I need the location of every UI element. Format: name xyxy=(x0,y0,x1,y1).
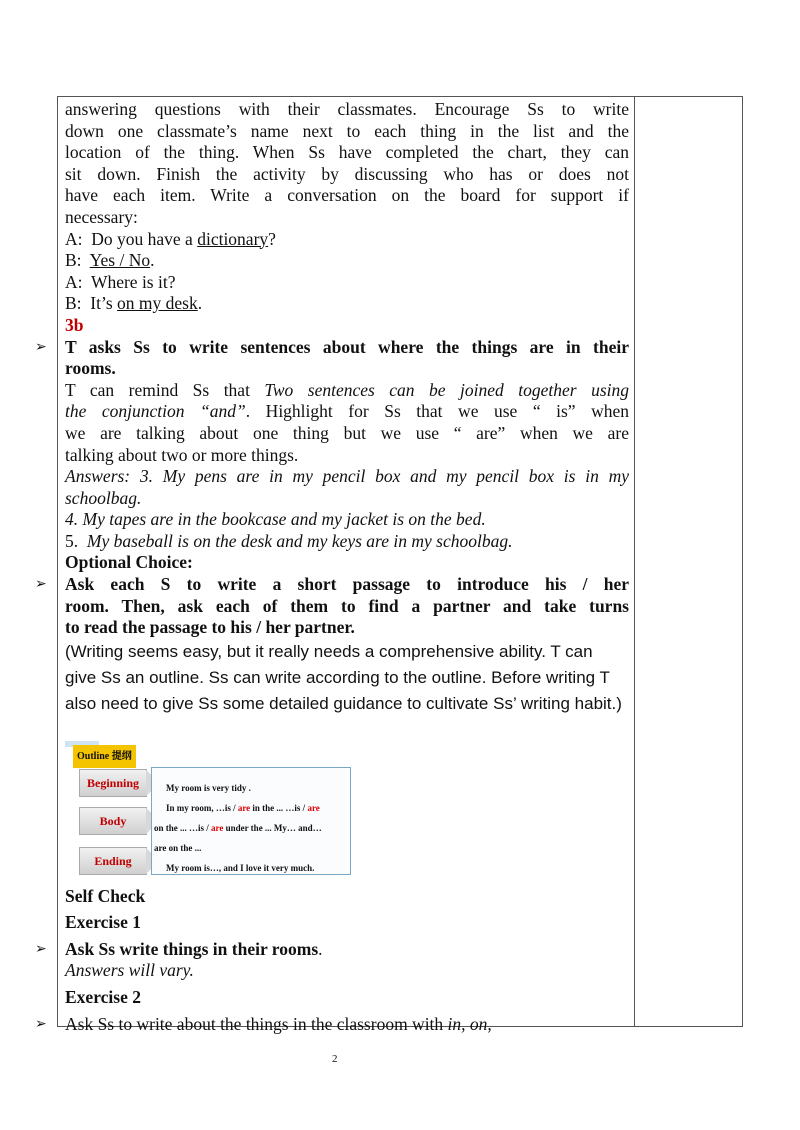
lesson-content xyxy=(35,99,630,1036)
outline-line: My room is…, and I love it very much. xyxy=(166,862,315,873)
bullet-arrow-icon: ➢ xyxy=(35,576,47,593)
task-item xyxy=(35,574,629,639)
text-line: we are talking about one thing but we use “ are” when we are xyxy=(65,422,629,443)
text-line: the conjunction “and”. Highlight for Ss that we use “ is” when xyxy=(65,401,630,422)
section-heading-3b: 3b xyxy=(65,314,84,335)
answer-line: schoolbag. xyxy=(65,487,142,508)
dialog-line: A: Do you have a dictionary? xyxy=(65,228,276,249)
beginning-arrow: Beginning xyxy=(79,769,147,797)
task-line: rooms. xyxy=(65,358,116,379)
dialog-line: A: Where is it? xyxy=(65,271,176,292)
exercise-heading: Exercise 2 xyxy=(65,987,141,1008)
exercise-heading: Exercise 1 xyxy=(65,911,141,932)
outline-tag: Outline 提纲 xyxy=(73,745,136,769)
page-number: 2 xyxy=(332,1053,338,1065)
column-divider xyxy=(634,97,635,1026)
task-item xyxy=(35,938,629,961)
text-line: also need to give Ss some detailed guidance to cultivate Ss’ writing habit.) xyxy=(65,693,622,713)
text-line: location of the thing. When Ss have completed the chart, they can xyxy=(65,142,629,163)
text-line: have each item. Write a conversation on the board for support if xyxy=(65,185,629,206)
answer-line: 5. My baseball is on the desk and my keys are in my schoolbag. xyxy=(65,530,513,551)
optional-choice-heading: Optional Choice: xyxy=(65,552,193,573)
outline-line: In my room, …is / are in the ... …is / are xyxy=(166,802,320,813)
bullet-arrow-icon: ➢ xyxy=(35,1016,47,1033)
lesson-table xyxy=(35,96,743,1035)
task-line: Ask Ss write things in their rooms. xyxy=(65,938,323,959)
task-item xyxy=(35,336,629,380)
text-line: down one classmate’s name next to each thing in the list and the xyxy=(65,120,629,141)
text-line: answering questions with their classmates. Encourage Ss to write xyxy=(65,99,629,119)
body-arrow: Body xyxy=(79,807,147,835)
writing-note xyxy=(65,639,629,717)
outline-line: on the ... …is / are under the ... My… and… xyxy=(154,822,322,833)
task-line: room. Then, ask each of them to find a partner and take turns xyxy=(65,595,629,616)
task-line: T asks Ss to write sentences about where the things are in their xyxy=(65,336,629,357)
writing-outline-image xyxy=(65,741,355,879)
text-line: necessary: xyxy=(65,206,138,227)
outline-line: are on the ... xyxy=(154,842,202,853)
bullet-arrow-icon: ➢ xyxy=(35,338,47,355)
text-line: give Ss an outline. Ss can write according to the outline. Before writing T xyxy=(65,667,610,687)
task-line: Ask Ss to write about the things in the classroom with in, on, xyxy=(65,1014,492,1035)
text-line: sit down. Finish the activity by discussing who has or does not xyxy=(65,163,629,184)
outline-line: My room is very tidy . xyxy=(166,782,251,793)
task-item xyxy=(35,1014,629,1036)
dialog-line: B: Yes / No. xyxy=(65,250,155,271)
bullet-arrow-icon: ➢ xyxy=(35,940,47,957)
self-check-heading: Self Check xyxy=(65,885,146,906)
ending-arrow: Ending xyxy=(79,847,147,875)
text-line: (Writing seems easy, but it really needs a comprehensive ability. T can xyxy=(65,641,593,661)
text-line: talking about two or more things. xyxy=(65,444,299,465)
outline-text-box xyxy=(151,767,351,875)
answer-line: 4. My tapes are in the bookcase and my jacket is on the bed. xyxy=(65,509,486,530)
task-line: Ask each S to write a short passage to introduce his / her xyxy=(65,574,629,595)
dialog-line: B: It’s on my desk. xyxy=(65,293,203,314)
task-line: to read the passage to his / her partner. xyxy=(65,617,355,638)
text-line: T can remind Ss that Two sentences can be joined together using xyxy=(65,379,629,400)
answer-line: Answers will vary. xyxy=(65,960,194,981)
answer-line: Answers: 3. My pens are in my pencil box and my pencil box is in my xyxy=(65,466,629,487)
